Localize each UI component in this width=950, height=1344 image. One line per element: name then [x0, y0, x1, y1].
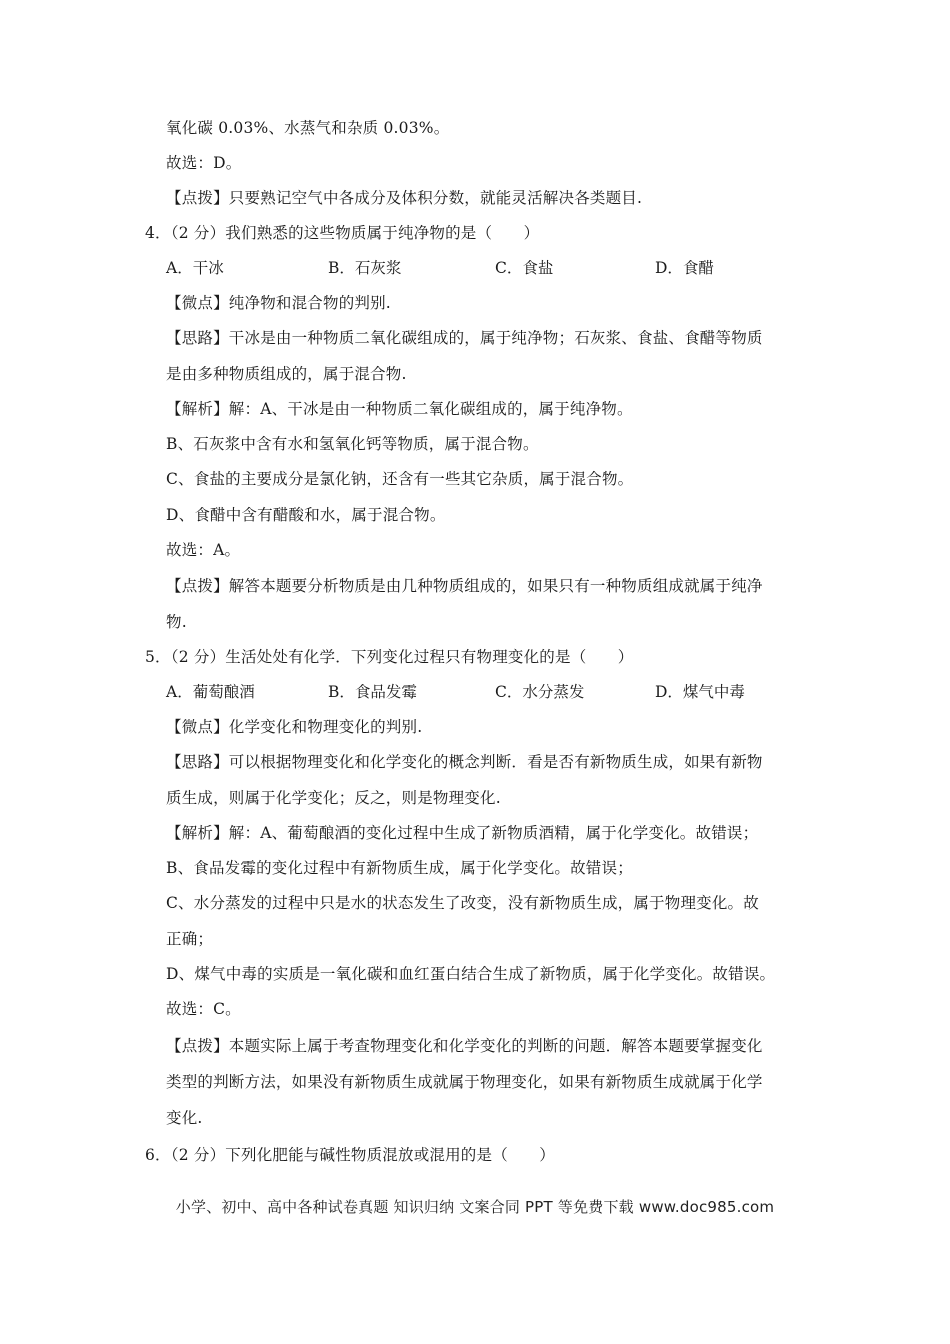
text-line: 【点拨】解答本题要分析物质是由几种物质组成的，如果只有一种物质组成就属于纯净	[166, 577, 763, 595]
text-line: D、食醋中含有醋酸和水，属于混合物。	[166, 506, 446, 524]
option-c: C．水分蒸发	[495, 683, 585, 701]
page-footer: 小学、初中、高中各种试卷真题 知识归纳 文案合同 PPT 等免费下载 www.doc985.com	[175, 1198, 775, 1216]
option-b: B．食品发霉	[328, 683, 417, 701]
option-d: D．煤气中毒	[655, 683, 745, 701]
text-line: 【点拨】只要熟记空气中各成分及体积分数，就能灵活解决各类题目.	[166, 189, 643, 207]
text-line: 物.	[166, 613, 187, 631]
text-line: 类型的判断方法，如果没有新物质生成就属于物理变化，如果有新物质生成就属于化学	[166, 1073, 763, 1091]
text-line: 【解析】解：A、干冰是由一种物质二氧化碳组成的，属于纯净物。	[166, 400, 633, 418]
text-line: 变化.	[166, 1109, 203, 1127]
text-line: 正确；	[166, 930, 214, 948]
text-line: 【点拨】本题实际上属于考查物理变化和化学变化的判断的问题．解答本题要掌握变化	[166, 1037, 763, 1055]
question-6-stem: 6．（2 分）下列化肥能与碱性物质混放或混用的是（ ）	[145, 1146, 556, 1164]
option-a: A．干冰	[166, 259, 224, 277]
question-4-stem: 4．（2 分）我们熟悉的这些物质属于纯净物的是（ ）	[145, 224, 540, 242]
question-5-stem: 5．（2 分）生活处处有化学．下列变化过程只有物理变化的是（ ）	[145, 648, 634, 666]
text-line: 【思路】可以根据物理变化和化学变化的概念判断．看是否有新物质生成，如果有新物	[166, 753, 763, 771]
option-b: B．石灰浆	[328, 259, 402, 277]
text-line: 【思路】干冰是由一种物质二氧化碳组成的，属于纯净物；石灰浆、食盐、食醋等物质	[166, 329, 763, 347]
text-line: B、石灰浆中含有水和氢氧化钙等物质，属于混合物。	[166, 435, 539, 453]
text-line: C、水分蒸发的过程中只是水的状态发生了改变，没有新物质生成，属于物理变化。故	[166, 894, 759, 912]
text-line: 【解析】解：A、葡萄酿酒的变化过程中生成了新物质酒精，属于化学变化。故错误；	[166, 824, 759, 842]
text-line: D、煤气中毒的实质是一氧化碳和血红蛋白结合生成了新物质，属于化学变化。故错误。	[166, 965, 776, 983]
text-line: 故选：A。	[166, 541, 241, 559]
text-line: 【微点】化学变化和物理变化的判别.	[166, 718, 423, 736]
option-d: D．食醋	[655, 259, 714, 277]
text-line: 氧化碳 0.03%、水蒸气和杂质 0.03%。	[166, 119, 450, 137]
text-line: 故选：C。	[166, 1000, 241, 1018]
text-line: 故选：D。	[166, 154, 242, 172]
text-line: B、食品发霉的变化过程中有新物质生成，属于化学变化。故错误；	[166, 859, 633, 877]
text-line: 质生成，则属于化学变化；反之，则是物理变化.	[166, 789, 501, 807]
text-line: 【微点】纯净物和混合物的判别.	[166, 294, 391, 312]
text-line: C、食盐的主要成分是氯化钠，还含有一些其它杂质，属于混合物。	[166, 470, 634, 488]
option-c: C．食盐	[495, 259, 554, 277]
option-a: A．葡萄酿酒	[166, 683, 255, 701]
text-line: 是由多种物质组成的，属于混合物.	[166, 365, 407, 383]
